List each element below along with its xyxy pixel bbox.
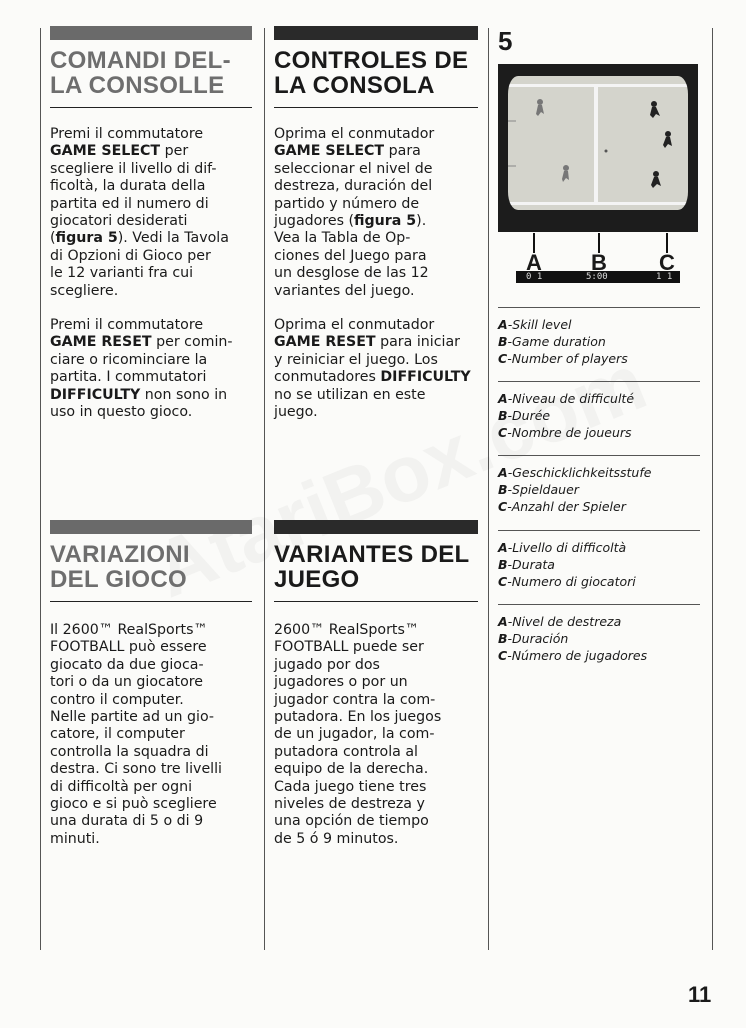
- bold-term: GAME SELECT: [50, 143, 161, 160]
- bold-term: figura 5: [55, 230, 118, 247]
- legend-value: -Durée: [507, 408, 551, 423]
- legend-key: A: [498, 465, 508, 480]
- text-run: no se utilizan en este juego.: [274, 386, 426, 421]
- legend-key: B: [498, 631, 508, 646]
- legend-item: [498, 613, 700, 630]
- legend-item: [498, 316, 700, 333]
- legend-key: A: [498, 540, 508, 555]
- players-readout: 1 1: [656, 272, 673, 282]
- legend-value: -Game duration: [507, 334, 606, 349]
- game-screen-figure: [498, 64, 698, 282]
- figure-number: 5: [498, 26, 513, 56]
- paragraph: [50, 622, 252, 848]
- legend-item: [498, 498, 700, 515]
- legend-value: -Duración: [507, 631, 569, 646]
- column-divider: [712, 28, 713, 950]
- football-field: [508, 76, 688, 210]
- bold-term: DIFFICULTY: [380, 369, 471, 386]
- text-run: para seleccionar el nivel de destreza, duración del partido y número de jugadores (: [274, 143, 433, 230]
- legend-item: [498, 539, 700, 556]
- section-heading: VARIANTES DEL JUEGO: [274, 542, 478, 602]
- legend-value: -Anzahl der Spieler: [507, 499, 626, 514]
- legend-english: [498, 307, 700, 367]
- legend-value: -Numero di giocatori: [507, 574, 636, 589]
- text-run: Oprima el conmutador: [274, 317, 435, 334]
- callout-label-a: A: [526, 250, 542, 275]
- section-heading: VARIAZIONI DEL GIOCO: [50, 542, 252, 602]
- paragraph: [274, 317, 478, 421]
- text-run: Premi il commutatore: [50, 317, 204, 334]
- legend-item: [498, 424, 700, 441]
- legend-key: C: [498, 425, 508, 440]
- legend-italian: [498, 530, 700, 590]
- legend-item: [498, 630, 700, 647]
- legend-spanish: [498, 604, 700, 664]
- legend-item: [498, 464, 700, 481]
- legend-value: -Livello di difficoltà: [507, 540, 627, 555]
- paragraph: [50, 126, 252, 300]
- legend-key: A: [498, 391, 508, 406]
- legend-item: [498, 573, 700, 590]
- callout-label-b: B: [591, 250, 607, 275]
- paragraph: [274, 622, 478, 848]
- text-run: 2600™ RealSports™ FOOTBALL puede ser jugado por dos jugadores o por un jugador contra la com- putadora. En los juegos de un jugador, la com- putadora controla al equipo de la derecha. Cada juego tiene tres niveles de destreza y una opción de tiempo de 5 ó 9 minutos.: [274, 622, 442, 847]
- text-run: per scegliere il livello di dif- ficoltà, la durata della partita ed il numero di giocatori desiderati (: [50, 143, 217, 247]
- legend-value: -Número de jugadores: [507, 648, 648, 663]
- section-bar: [274, 26, 478, 40]
- legend-value: -Nombre de joueurs: [507, 425, 632, 440]
- legend-french: [498, 381, 700, 441]
- text-run: Il 2600™ RealSports™ FOOTBALL può essere giocato da due gioca- tori o da un giocatore contro il computer. Nelle partite ad un gio- catore, il computer controlla la squadra di destra. Ci sono tre livelli di difficoltà per ogni gioco e si può scegliere una durata di 5 o di 9 minuti.: [50, 622, 223, 847]
- legend-key: B: [498, 334, 508, 349]
- section-heading: COMANDI DEL- LA CONSOLLE: [50, 48, 252, 108]
- legend-item: [498, 647, 700, 664]
- legend-value: -Skill level: [507, 317, 572, 332]
- legend-key: C: [498, 648, 508, 663]
- legend-key: C: [498, 351, 508, 366]
- text-run: per comin- ciare o ricominciare la partita. I commutatori: [50, 334, 233, 386]
- legend-value: -Spieldauer: [507, 482, 579, 497]
- spanish-console-section: [274, 26, 478, 422]
- skill-level-readout: 0 1: [526, 272, 543, 282]
- legend-key: B: [498, 482, 508, 497]
- page-number: 11: [688, 982, 712, 1007]
- legend-key: A: [498, 317, 508, 332]
- bold-term: GAME SELECT: [274, 143, 385, 160]
- italian-variations-section: [50, 520, 252, 848]
- legend-value: -Geschicklichkeitsstufe: [507, 465, 652, 480]
- legend-key: C: [498, 499, 508, 514]
- column-divider: [40, 28, 41, 950]
- legend-item: [498, 350, 700, 367]
- legend-key: B: [498, 408, 508, 423]
- callout-label-c: C: [659, 250, 675, 275]
- legend-item: [498, 407, 700, 424]
- text-run: non sono in uso in questo gioco.: [50, 386, 228, 421]
- text-run: ). Vea la Tabla de Op- ciones del Juego para un desglose de las 12 variantes del juego.: [274, 213, 429, 299]
- legend-key: B: [498, 557, 508, 572]
- legend-value: -Niveau de difficulté: [507, 391, 635, 406]
- bold-term: GAME RESET: [274, 334, 376, 351]
- bold-term: DIFFICULTY: [50, 386, 141, 403]
- legend-german: [498, 455, 700, 515]
- bold-term: GAME RESET: [50, 334, 152, 351]
- section-bar: [274, 520, 478, 534]
- bold-term: figura 5: [354, 213, 417, 230]
- spanish-variations-section: [274, 520, 478, 848]
- legend-item: [498, 481, 700, 498]
- paragraph: [274, 126, 478, 300]
- section-heading: CONTROLES DE LA CONSOLA: [274, 48, 478, 108]
- legend-key: C: [498, 574, 508, 589]
- section-bar: [50, 26, 252, 40]
- section-bar: [50, 520, 252, 534]
- legend-item: [498, 333, 700, 350]
- legend-key: A: [498, 614, 508, 629]
- legend-value: -Nivel de destreza: [507, 614, 622, 629]
- text-run: Premi il commutatore: [50, 126, 204, 142]
- legend-value: -Number of players: [507, 351, 628, 366]
- field-graphic: [508, 76, 688, 210]
- text-run: Oprima el conmutador: [274, 126, 435, 142]
- legend-item: [498, 556, 700, 573]
- text-run: para iniciar y reiniciar el juego. Los conmutadores: [274, 334, 460, 386]
- italian-console-section: [50, 26, 252, 422]
- paragraph: [50, 317, 252, 421]
- legend-value: -Durata: [507, 557, 555, 572]
- text-run: ). Vedi la Tavola di Opzioni di Gioco per le 12 varianti fra cui scegliere.: [50, 230, 229, 299]
- legend-item: [498, 390, 700, 407]
- game-time-readout: 5:00: [586, 272, 608, 282]
